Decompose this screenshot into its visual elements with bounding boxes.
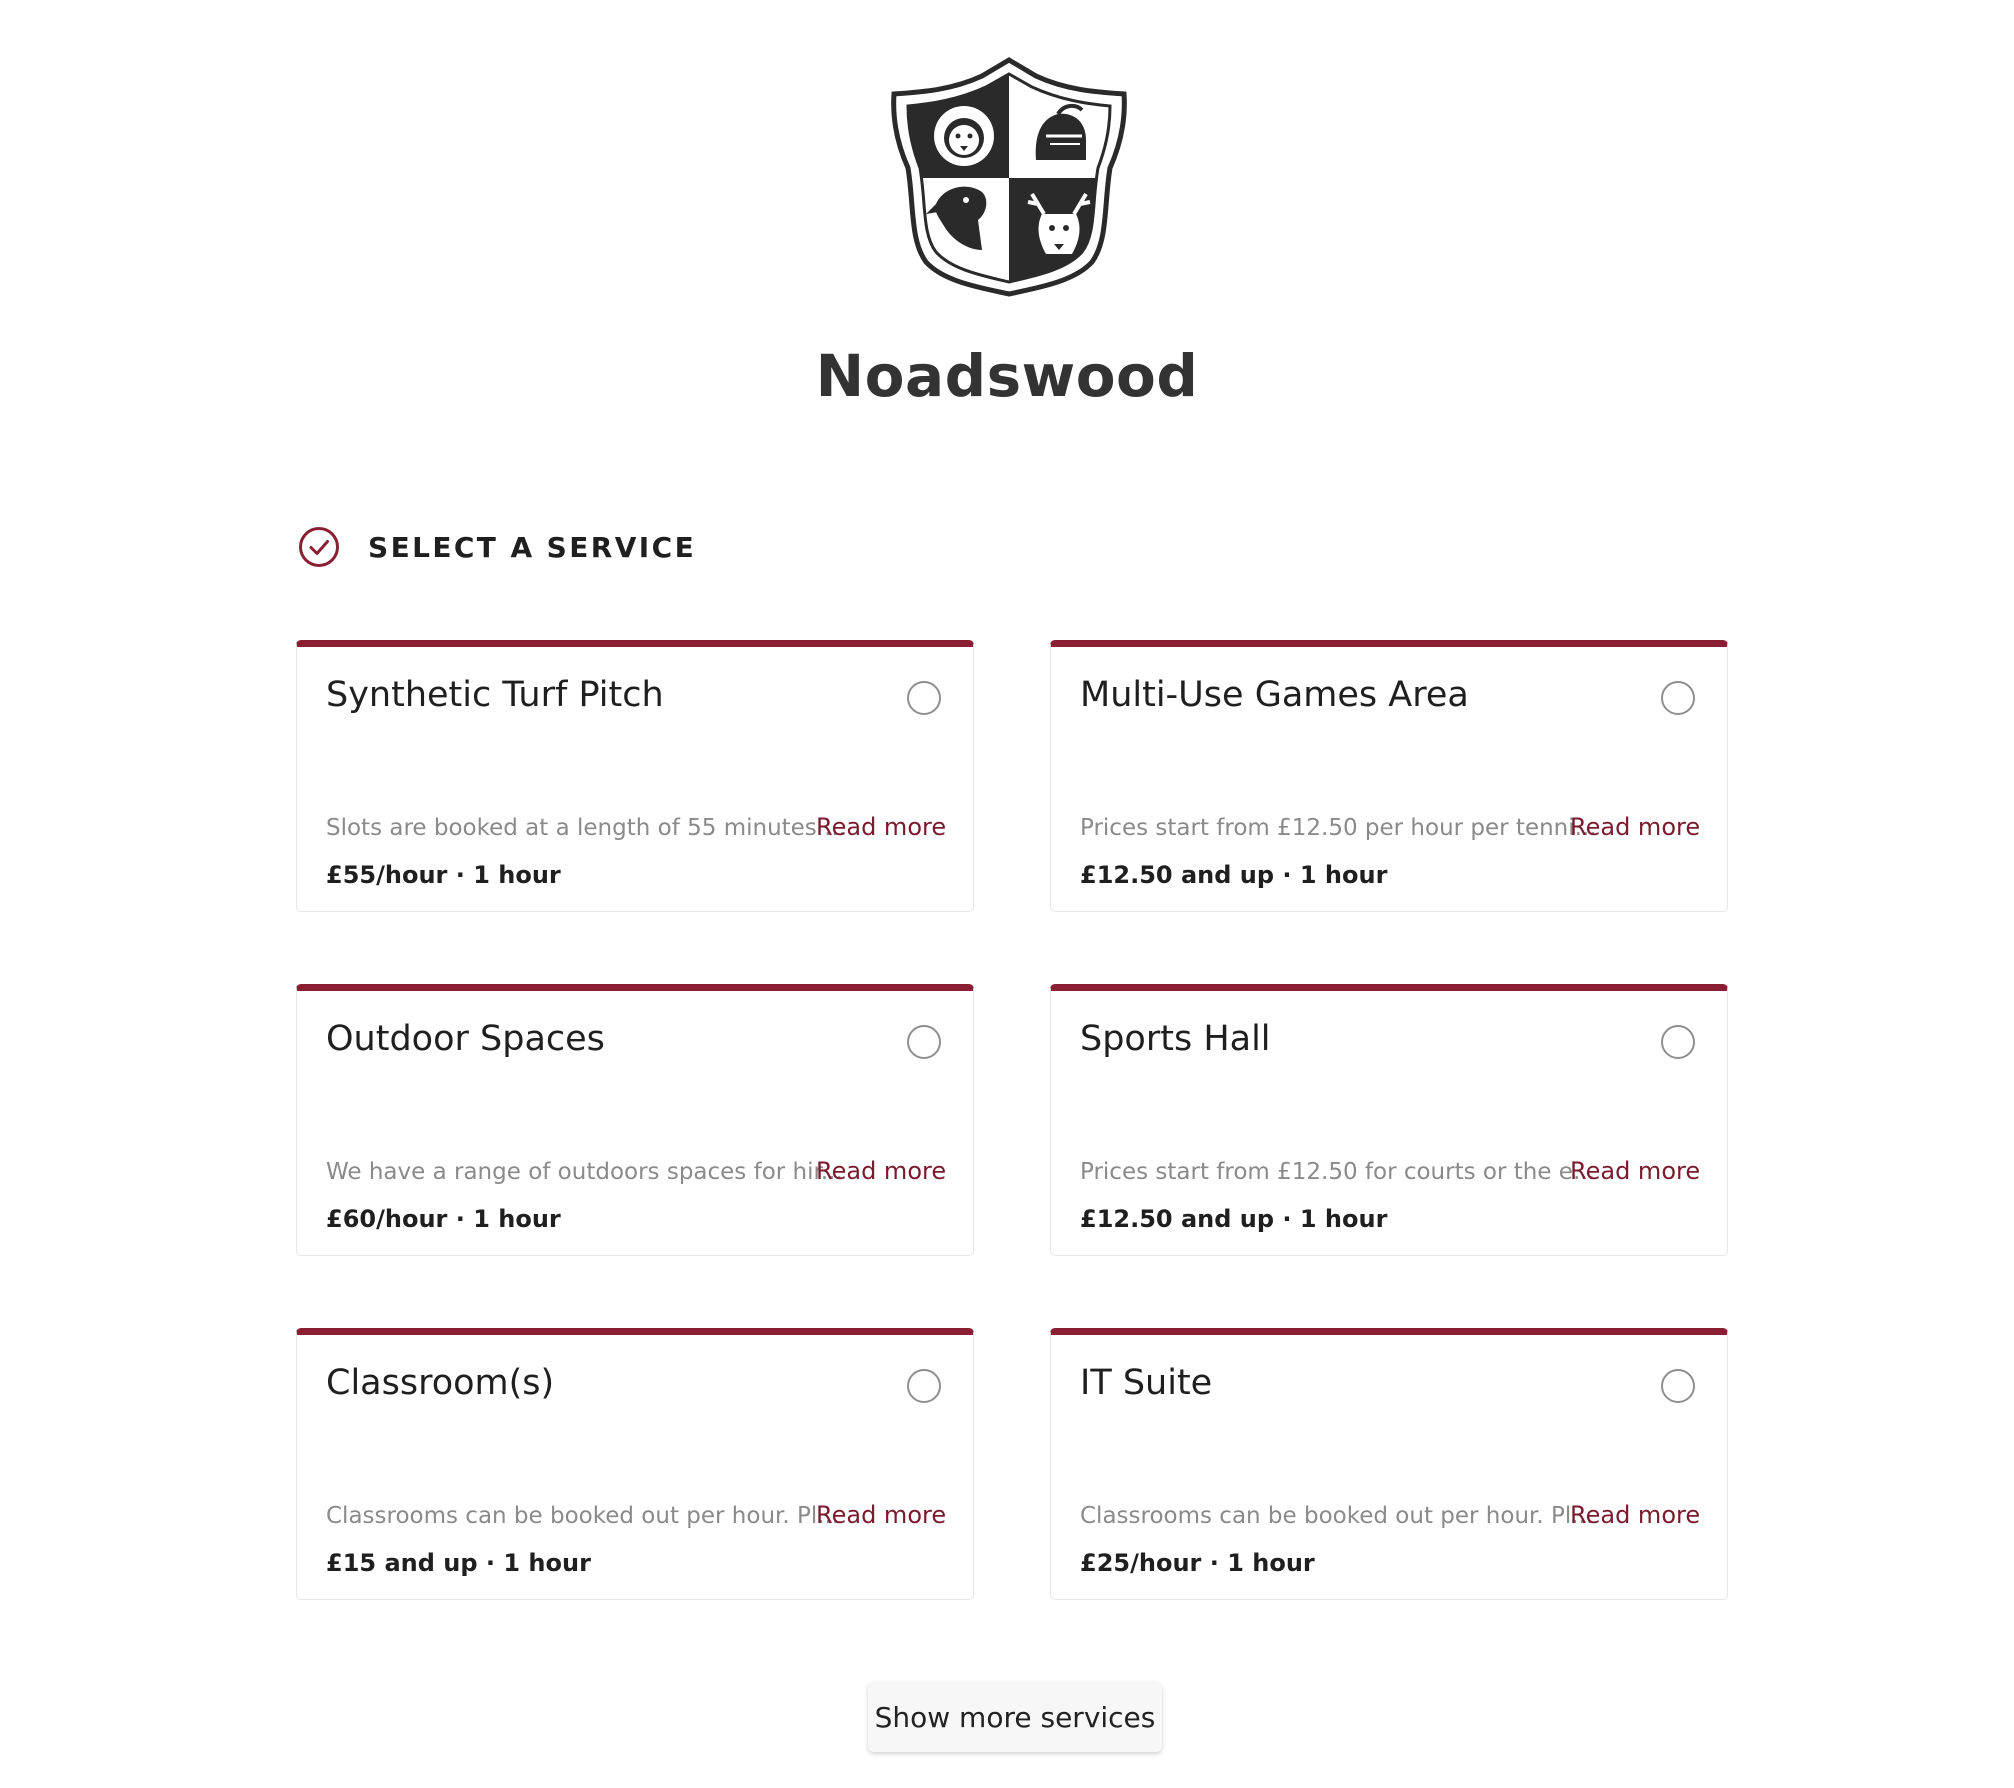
read-more-link[interactable]: Read more bbox=[816, 813, 947, 841]
service-price: £55/hour · 1 hour bbox=[326, 861, 561, 889]
service-radio[interactable] bbox=[907, 681, 941, 715]
service-radio[interactable] bbox=[1661, 1025, 1695, 1059]
service-grid bbox=[296, 640, 1728, 1600]
read-more-link[interactable]: Read more bbox=[1570, 1501, 1701, 1529]
service-card[interactable] bbox=[1050, 640, 1728, 912]
service-name: Outdoor Spaces bbox=[326, 1019, 605, 1059]
service-card[interactable] bbox=[1050, 1328, 1728, 1600]
service-description-row bbox=[326, 1501, 947, 1529]
service-description-row bbox=[326, 1157, 947, 1185]
service-name: Classroom(s) bbox=[326, 1363, 555, 1403]
section-header bbox=[298, 524, 696, 570]
read-more-link[interactable]: Read more bbox=[1570, 813, 1701, 841]
service-name: IT Suite bbox=[1080, 1363, 1213, 1403]
service-price: £25/hour · 1 hour bbox=[1080, 1549, 1315, 1577]
service-price: £15 and up · 1 hour bbox=[326, 1549, 591, 1577]
service-price: £12.50 and up · 1 hour bbox=[1080, 1205, 1388, 1233]
service-name: Synthetic Turf Pitch bbox=[326, 675, 664, 715]
service-description: Prices start from £12.50 per hour per tenni... bbox=[1080, 815, 1597, 841]
section-title: SELECT A SERVICE bbox=[368, 530, 697, 564]
service-description-row bbox=[326, 813, 947, 841]
service-description: Prices start from £12.50 for courts or the e... bbox=[1080, 1159, 1595, 1185]
business-name: Noadswood bbox=[815, 342, 1199, 410]
service-name: Multi-Use Games Area bbox=[1080, 675, 1469, 715]
service-description: Classrooms can be booked out per hour. Pl... bbox=[1080, 1503, 1594, 1529]
service-description-row bbox=[1080, 1157, 1701, 1185]
crest-logo-icon bbox=[886, 54, 1132, 296]
service-description: Slots are booked at a length of 55 minutes ... bbox=[326, 815, 847, 841]
read-more-link[interactable]: Read more bbox=[816, 1501, 947, 1529]
service-price: £12.50 and up · 1 hour bbox=[1080, 861, 1388, 889]
read-more-link[interactable]: Read more bbox=[1570, 1157, 1701, 1185]
check-circle-icon bbox=[298, 526, 340, 568]
service-radio[interactable] bbox=[907, 1369, 941, 1403]
service-radio[interactable] bbox=[1661, 681, 1695, 715]
service-radio[interactable] bbox=[907, 1025, 941, 1059]
read-more-link[interactable]: Read more bbox=[816, 1157, 947, 1185]
service-card[interactable] bbox=[296, 984, 974, 1256]
service-description-row bbox=[1080, 813, 1701, 841]
service-card[interactable] bbox=[296, 640, 974, 912]
service-description: Classrooms can be booked out per hour. Pl... bbox=[326, 1503, 840, 1529]
service-description-row bbox=[1080, 1501, 1701, 1529]
service-card[interactable] bbox=[1050, 984, 1728, 1256]
service-name: Sports Hall bbox=[1080, 1019, 1271, 1059]
show-more-services-button[interactable]: Show more services bbox=[868, 1682, 1162, 1752]
service-radio[interactable] bbox=[1661, 1369, 1695, 1403]
service-price: £60/hour · 1 hour bbox=[326, 1205, 561, 1233]
service-card[interactable] bbox=[296, 1328, 974, 1600]
service-description: We have a range of outdoors spaces for hir... bbox=[326, 1159, 843, 1185]
